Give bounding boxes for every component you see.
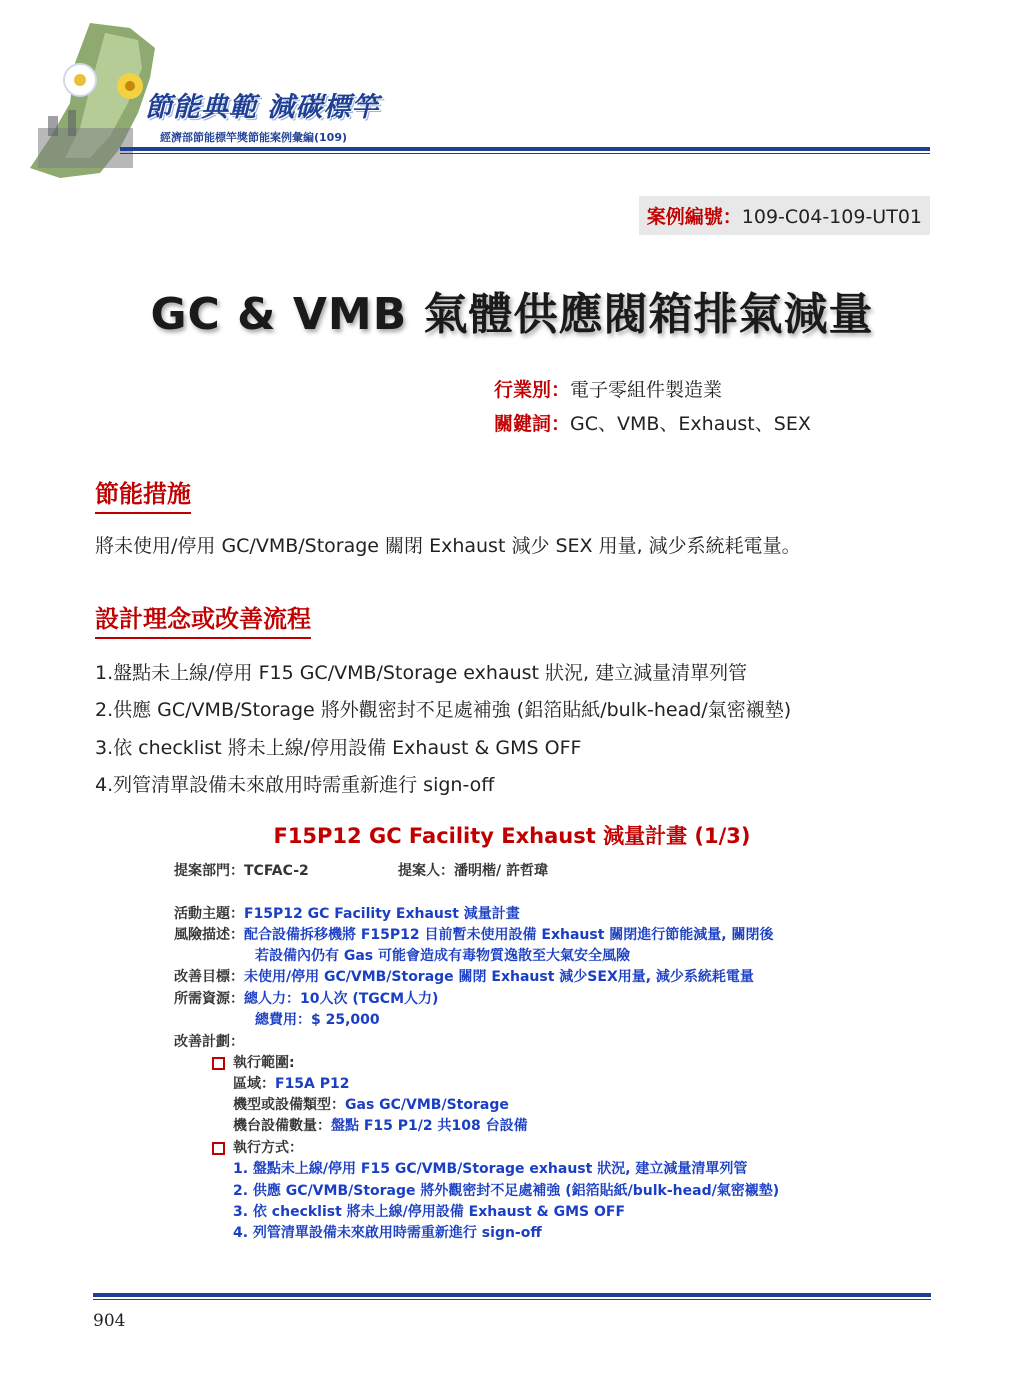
case-number-value: 109-C04-109-UT01 [741, 206, 922, 228]
checkbox-icon [212, 1142, 225, 1155]
method-item: 3. 依 checklist 將未上線/停用設備 Exhaust & GMS OFF [233, 1204, 626, 1220]
industry-value: 電子零組件製造業 [570, 379, 723, 401]
plan-resource-line [174, 988, 438, 1008]
plan-title: F15P12 GC Facility Exhaust 減量計畫 (1/3) [273, 824, 751, 848]
checkbox-icon [212, 1057, 225, 1070]
plan-goal-line [174, 966, 754, 986]
goal-value: 未使用/停用 GC/VMB/Storage 關閉 Exhaust 減少SEX用量, 減少系統耗電量 [244, 969, 754, 985]
resource-value-2: 總費用：$ 25,000 [255, 1012, 380, 1028]
measures-text: 將未使用/停用 GC/VMB/Storage 關閉 Exhaust 減少 SEX 用量, 減少系統耗電量。 [95, 535, 801, 557]
industry-label: 行業別： [494, 379, 571, 401]
topic-label: 活動主題： [174, 906, 244, 922]
plan-topic-line [174, 903, 520, 923]
plan-dept-line [174, 860, 309, 880]
design-item: 1.盤點未上線/停用 F15 GC/VMB/Storage exhaust 狀況, 建立減量清單列管 [95, 662, 748, 684]
footer-rule-thin [93, 1299, 931, 1300]
risk-value-1: 配合設備拆移機將 F15P12 目前暫未使用設備 Exhaust 關閉進行節能減量, 關閉後 [244, 927, 774, 943]
goal-label: 改善目標： [174, 969, 244, 985]
design-item: 2.供應 GC/VMB/Storage 將外觀密封不足處補強 (鋁箔貼紙/bulk-head/氣密襯墊) [95, 699, 792, 721]
method-label: 執行方式： [233, 1140, 303, 1156]
proposer-label: 提案人： [398, 863, 454, 879]
plan-scope-line [212, 1052, 295, 1072]
count-value: 盤點 F15 P1/2 共108 台設備 [331, 1118, 528, 1134]
page-number: 904 [93, 1311, 126, 1331]
proposer-value: 潘明楷/ 許哲瑋 [454, 863, 548, 879]
industry-line [494, 375, 722, 402]
design-item: 4.列管清單設備未來啟用時需重新進行 sign-off [95, 774, 495, 796]
area-label: 區域： [233, 1076, 275, 1092]
risk-value-2: 若設備內仍有 Gas 可能會造成有毒物質逸散至大氣安全風險 [255, 948, 631, 964]
plan-method-line [212, 1137, 303, 1157]
method-item: 1. 盤點未上線/停用 F15 GC/VMB/Storage exhaust 狀況, 建立減量清單列管 [233, 1161, 748, 1177]
resource-value-1: 總人力：10人次 (TGCM人力) [244, 991, 439, 1007]
keywords-value: GC、VMB、Exhaust、SEX [570, 413, 811, 435]
design-item: 3.依 checklist 將未上線/停用設備 Exhaust & GMS OFF [95, 737, 582, 759]
type-value: Gas GC/VMB/Storage [345, 1097, 509, 1113]
plan-proposer-line [398, 860, 548, 880]
header-rule-thin [120, 153, 930, 154]
plan-area-line [233, 1073, 350, 1093]
plan-count-line [233, 1115, 528, 1135]
plan-risk-line [174, 924, 773, 944]
count-label: 機台設備數量： [233, 1118, 331, 1134]
header-title: 節能典範 減碳標竿 [145, 92, 380, 123]
risk-label: 風險描述： [174, 927, 244, 943]
page-title: GC & VMB 氣體供應閥箱排氣減量 [150, 289, 874, 340]
plan-improve-line [174, 1031, 244, 1051]
plan-risk-line-2 [255, 945, 630, 965]
header-rule [120, 147, 930, 151]
improve-label: 改善計劃： [174, 1034, 244, 1050]
case-number [639, 196, 930, 235]
method-item: 4. 列管清單設備未來啟用時需重新進行 sign-off [233, 1225, 542, 1241]
plan-resource-line-2 [255, 1009, 380, 1029]
method-item: 2. 供應 GC/VMB/Storage 將外觀密封不足處補強 (鋁箔貼紙/bulk-head/氣密襯墊) [233, 1183, 780, 1199]
type-label: 機型或設備類型： [233, 1097, 345, 1113]
scope-label: 執行範圍: [233, 1055, 295, 1071]
section-heading-design: 設計理念或改善流程 [95, 599, 311, 639]
section-heading-measures: 節能措施 [95, 474, 191, 514]
topic-value: F15P12 GC Facility Exhaust 減量計畫 [244, 906, 520, 922]
dept-label: 提案部門： [174, 863, 244, 879]
footer-rule [93, 1293, 931, 1297]
resource-label: 所需資源： [174, 991, 244, 1007]
keywords-line [494, 409, 811, 436]
keywords-label: 關鍵詞： [494, 413, 571, 435]
plan-type-line [233, 1094, 509, 1114]
case-number-label: 案例編號： [646, 206, 742, 228]
header-subtitle: 經濟部節能標竿獎節能案例彙編(109) [160, 131, 348, 144]
dept-value: TCFAC-2 [244, 863, 309, 879]
area-value: F15A P12 [275, 1076, 350, 1092]
